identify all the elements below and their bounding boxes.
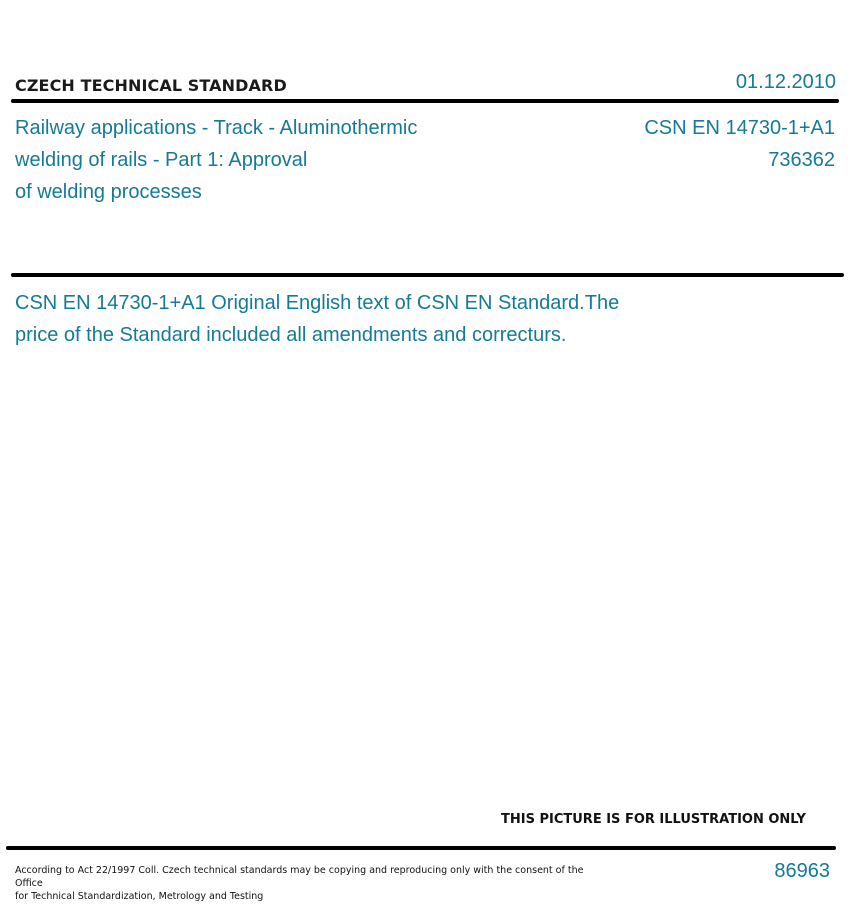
catalog-code: 86963	[774, 860, 830, 882]
standard-title	[15, 112, 485, 208]
copyright-line: According to Act 22/1997 Coll. Czech technical standards may be copying and reproducing only with the consent of the Office	[15, 865, 584, 889]
copyright-line: for Technical Standardization, Metrology and Testing	[15, 891, 264, 902]
standard-code: CSN EN 14730-1+A1	[644, 117, 835, 139]
top-rule	[11, 99, 839, 103]
standard-title-line: of welding processes	[15, 181, 202, 203]
standard-title-line: welding of rails - Part 1: Approval	[15, 149, 308, 171]
standard-number: 736362	[768, 149, 835, 171]
document-type-heading: CZECH TECHNICAL STANDARD	[15, 76, 287, 95]
copyright-notice	[15, 864, 595, 903]
standard-description	[15, 287, 715, 351]
description-line: price of the Standard included all amendments and correcturs.	[15, 324, 567, 346]
description-line: CSN EN 14730-1+A1 Original English text of CSN EN Standard.The	[15, 292, 620, 314]
middle-rule	[11, 273, 844, 277]
bottom-rule	[6, 846, 836, 850]
standard-identifiers	[644, 112, 835, 176]
publication-date: 01.12.2010	[735, 71, 836, 93]
standard-title-line: Railway applications - Track - Aluminothermic	[15, 117, 418, 139]
illustration-disclaimer: THIS PICTURE IS FOR ILLUSTRATION ONLY	[501, 812, 806, 827]
